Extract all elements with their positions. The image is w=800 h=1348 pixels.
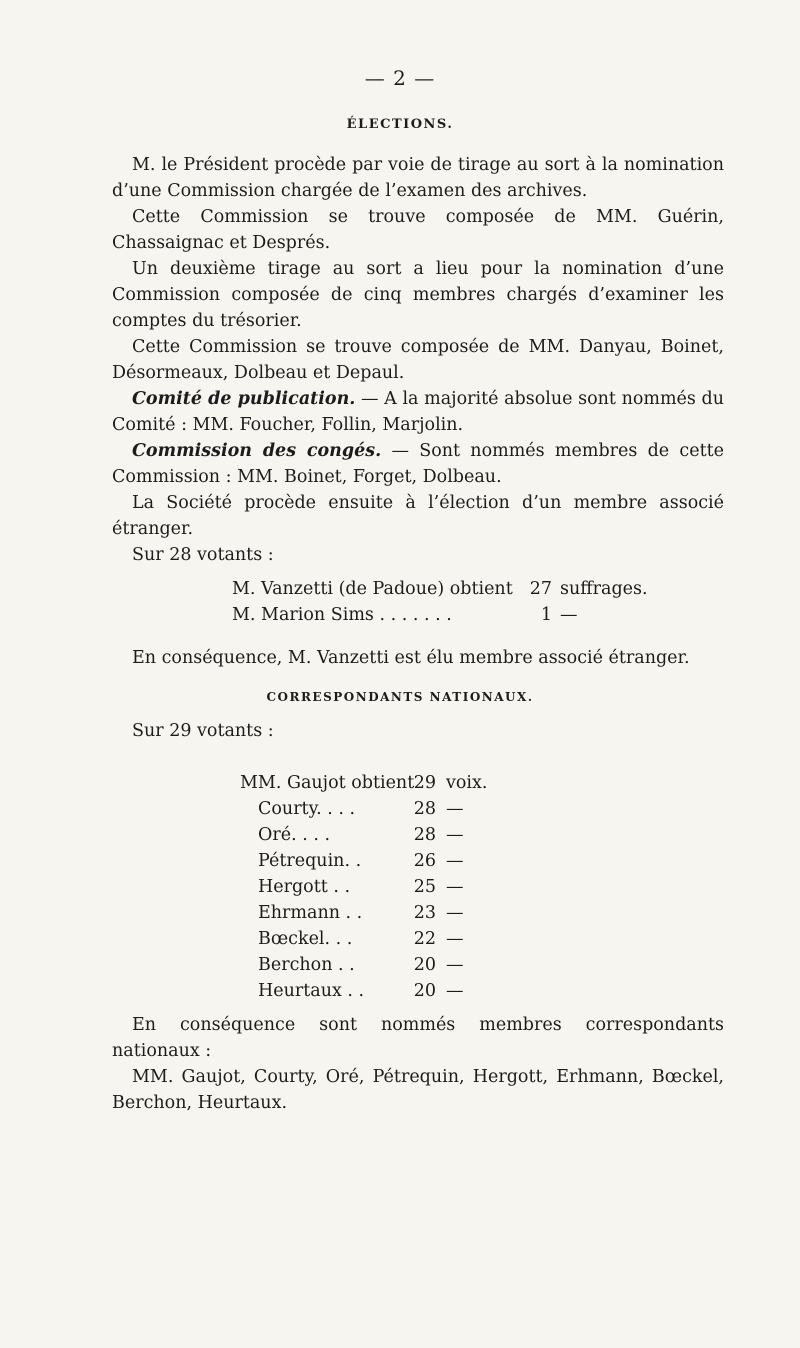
vote-count: 27	[529, 579, 552, 599]
nat-count: 26	[413, 851, 436, 871]
nat-unit: —	[446, 981, 464, 1001]
nat-name: Ehrmann . .	[258, 903, 363, 923]
nat-row	[240, 770, 487, 796]
conges-label: Commission des congés.	[132, 441, 382, 461]
nat-count: 20	[413, 981, 436, 1001]
nat-row	[258, 952, 487, 978]
nat-count: 28	[413, 825, 436, 845]
page-number: — 2 —	[364, 66, 436, 90]
consequence-1: En conséquence, M. Vanzetti est élu membre associé étranger.	[132, 648, 690, 668]
nat-unit: voix.	[446, 773, 488, 793]
body-top	[112, 152, 724, 568]
paragraph-tirage: M. le Président procède par voie de tirage au sort à la nomination d’une Commission chargée de l’examen des archives.	[112, 155, 724, 201]
nat-count: 23	[413, 903, 436, 923]
nat-name: Hergott . .	[258, 877, 351, 897]
nat-name: MM. Gaujot obtient	[240, 773, 415, 793]
nat-unit: —	[446, 877, 464, 897]
nat-row	[258, 796, 487, 822]
paragraph-deuxieme-tirage: Un deuxième tirage au sort a lieu pour la nomination d’une Commission composée de cinq membres chargés d’examiner les comptes du trésorier.	[112, 259, 724, 331]
nat-name: Pétrequin. .	[258, 851, 362, 871]
paragraph-conges	[112, 438, 724, 490]
nat-row	[258, 926, 487, 952]
section-title-correspondants: CORRESPONDANTS NATIONAUX.	[266, 690, 534, 704]
comite-label: Comité de publication.	[132, 389, 356, 409]
nat-unit: —	[446, 799, 464, 819]
vote-count: 1	[540, 605, 552, 625]
nat-row	[258, 874, 487, 900]
nat-name: Courty. . . .	[258, 799, 356, 819]
votants-2-block	[112, 718, 724, 744]
final-names: MM. Gaujot, Courty, Oré, Pétrequin, Hergott, Erhmann, Bœckel, Berchon, Heurtaux.	[112, 1067, 724, 1113]
votants-2: Sur 29 votants :	[132, 721, 274, 741]
consequence-2: En conséquence sont nommés membres correspondants nationaux :	[112, 1015, 724, 1061]
vote-unit: suffrages.	[560, 579, 648, 599]
nat-unit: —	[446, 929, 464, 949]
nat-count: 29	[413, 773, 436, 793]
nat-unit: —	[446, 955, 464, 975]
paragraph-comite	[112, 386, 724, 438]
nat-unit: —	[446, 903, 464, 923]
votes-associe	[232, 576, 648, 628]
nat-name: Bœckel. . .	[258, 929, 353, 949]
paragraph-commission-archives: Cette Commission se trouve composée de MM. Guérin, Chassaignac et Després.	[112, 207, 724, 253]
vote-row	[232, 602, 648, 628]
nat-name: Oré. . . .	[258, 825, 331, 845]
vote-row	[232, 576, 648, 602]
section-title-elections: ÉLECTIONS.	[346, 117, 454, 132]
conges-text: — Sont nommés membres de cette Commission : MM. Boinet, Forget, Dolbeau.	[112, 441, 724, 487]
vote-name: M. Vanzetti (de Padoue) obtient	[232, 579, 513, 599]
nat-count: 22	[413, 929, 436, 949]
nat-count: 25	[413, 877, 436, 897]
comite-text: — A la majorité absolue sont nommés du Comité : MM. Foucher, Follin, Marjolin.	[112, 389, 725, 435]
paragraph-commission-comptes: Cette Commission se trouve composée de MM. Danyau, Boinet, Désormeaux, Dolbeau et Depaul.	[112, 337, 724, 383]
vote-unit: —	[560, 605, 578, 625]
nat-name: Berchon . .	[258, 955, 355, 975]
nat-count: 20	[413, 955, 436, 975]
nat-name: Heurtaux . .	[258, 981, 365, 1001]
nat-unit: —	[446, 851, 464, 871]
body-bottom	[112, 1012, 724, 1116]
nat-unit: —	[446, 825, 464, 845]
nat-row	[258, 978, 487, 1004]
nat-row	[258, 822, 487, 848]
vote-name: M. Marion Sims . . . . . . .	[232, 605, 452, 625]
nat-row	[258, 848, 487, 874]
votants-1: Sur 28 votants :	[132, 545, 274, 565]
nat-count: 28	[413, 799, 436, 819]
nat-row	[258, 900, 487, 926]
consequence-1-block	[112, 645, 724, 671]
votes-correspondants	[240, 770, 488, 1004]
paragraph-election-associe: La Société procède ensuite à l’élection d’un membre associé étranger.	[112, 493, 724, 539]
